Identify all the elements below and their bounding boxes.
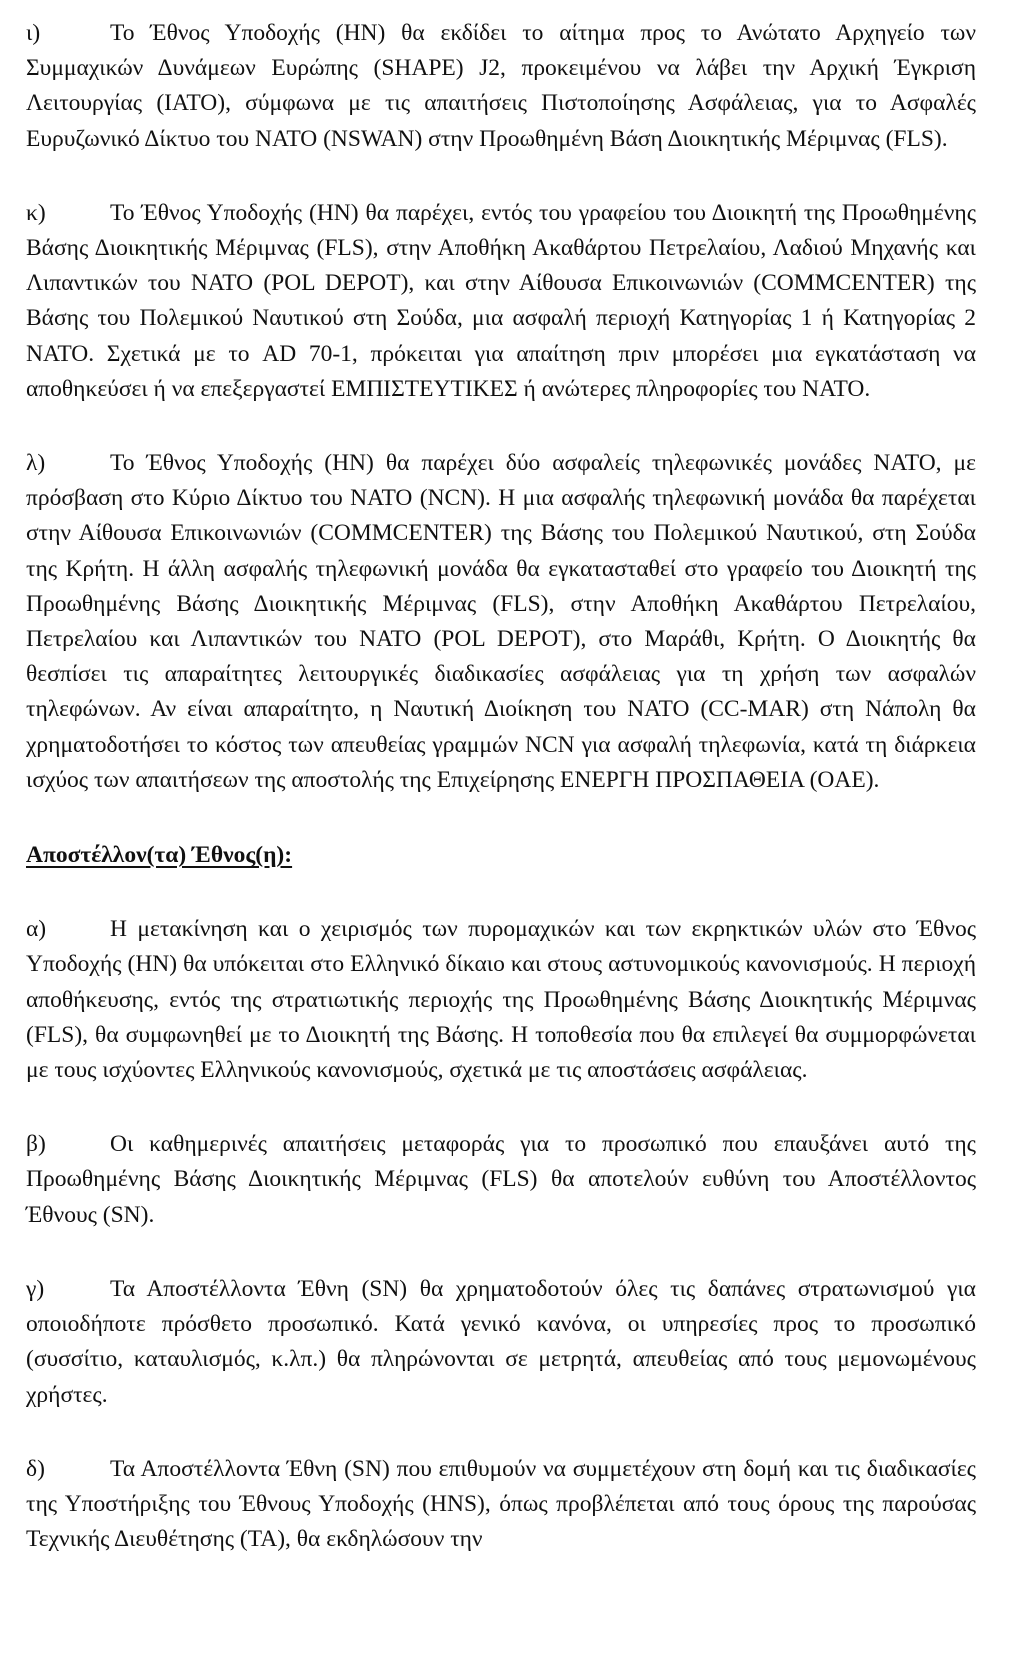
paragraph-text: Η μετακίνηση και ο χειρισμός των πυρομαχικών και των εκρηκτικών υλών στο Έθνος Υποδοχής (HN) θα υπόκειται στο Ελληνικό δίκαιο και στους αστυνομικούς κανονισμούς. Η περιοχή αποθήκευσης, εντός της στρατιωτικής περιοχής της Προωθημένης Βάσης Διοικητικής Μέριμνας (FLS), θα συμφωνηθεί με το Διοικητή της Βάσης. Η τοποθεσία που θα επιλεγεί θα συμμορφώνεται με τους ισχύοντες Ελληνικούς κανονισμούς, σχετικά με τις αποστάσεις ασφάλειας. — [26, 916, 976, 1084]
paragraph-alpha — [26, 912, 976, 1088]
paragraph-text: Τα Αποστέλλοντα Έθνη (SN) που επιθυμούν να συμμετέχουν στη δομή και τις διαδικασίες της Υποστήριξης του Έθνους Υποδοχής (HNS), όπως προβλέπεται από τους όρους της παρούσας Τεχνικής Διευθέτησης (TA), θα εκδηλώσουν την — [26, 1455, 976, 1553]
paragraph-text: Τα Αποστέλλοντα Έθνη (SN) θα χρηματοδοτούν όλες τις δαπάνες στρατωνισμού για οποιοδήποτε πρόσθετο προσωπικό. Κατά γενικό κανόνα, οι υπηρεσίες προς το προσωπικό (συσσίτιο, καταυλισμός, κ.λπ.) θα πληρώνονται σε μετρητά, απευθείας από τους μεμονωμένους χρήστες. — [26, 1275, 976, 1408]
paragraph-text: Το Έθνος Υποδοχής (HN) θα παρέχει, εντός του γραφείου του Διοικητή της Προωθημένης Βάσης Διοικητικής Μέριμνας (FLS), στην Αποθήκη Ακαθάρτου Πετρελαίου, Λαδιού Μηχανής και Λιπαντικών του NATO (POL DEPOT), και στην Αίθουσα Επικοινωνιών (COMMCENTER) της Βάσης του Πολεμικού Ναυτικού στη Σούδα, μια ασφαλή περιοχή Κατηγορίας 1 ή Κατηγορίας 2 NATO. Σχετικά με το AD 70-1, πρόκειται για απαίτηση πριν μπορέσει μια εγκατάσταση να αποθηκεύσει ή να επεξεργαστεί ΕΜΠΙΣΤΕΥΤΙΚΕΣ ή ανώτερες πληροφορίες του NATO. — [26, 199, 976, 402]
paragraph-lambda — [26, 446, 976, 798]
paragraph-delta — [26, 1452, 976, 1558]
paragraph-iota — [26, 16, 976, 157]
paragraph-text: Το Έθνος Υποδοχής (HN) θα παρέχει δύο ασφαλείς τηλεφωνικές μονάδες NATO, με πρόσβαση στο Κύριο Δίκτυο του NATO (NCN). Η μια ασφαλής τηλεφωνική μονάδα θα παρέχεται στην Αίθουσα Επικοινωνιών (COMMCENTER) της Βάσης του Πολεμικού Ναυτικού, στη Σούδα της Κρήτη. Η άλλη ασφαλής τηλεφωνική μονάδα θα εγκατασταθεί στο γραφείο του Διοικητή της Προωθημένης Βάσης Διοικητικής Μέριμνας (FLS), στην Αποθήκη Ακαθάρτου Πετρελαίου, Πετρελαίου και Λιπαντικών του NATO (POL DEPOT), στο Μαράθι, Κρήτη. Ο Διοικητής θα θεσπίσει τις απαραίτητες λειτουργικές διαδικασίες ασφάλειας για τη χρήση των ασφαλών τηλεφώνων. Αν είναι απαραίτητο, η Ναυτική Διοίκηση του NATO (CC-MAR) στη Νάπολη θα χρηματοδοτήσει το κόστος των απευθείας γραμμών NCN για ασφαλή τηλεφωνία, κατά τη διάρκεια ισχύος των απαιτήσεων της αποστολής της Επιχείρησης ΕΝΕΡΓΗ ΠΡΟΣΠΑΘΕΙΑ (OAE). — [26, 450, 976, 793]
paragraph-text: Οι καθημερινές απαιτήσεις μεταφοράς για το προσωπικό που επαυξάνει αυτό της Προωθημένης Βάσης Διοικητικής Μέριμνας (FLS) θα αποτελούν ευθύνη του Αποστέλλοντος Έθνους (SN). — [26, 1131, 976, 1228]
paragraph-label: δ) — [26, 1455, 45, 1482]
paragraph-label: κ) — [26, 199, 46, 226]
section-heading: Αποστέλλον(τα) Έθνος(η): — [26, 842, 293, 869]
paragraph-label: λ) — [26, 450, 46, 477]
paragraph-label: β) — [26, 1131, 46, 1158]
paragraph-label: α) — [26, 916, 47, 943]
paragraph-gamma — [26, 1272, 976, 1413]
paragraph-beta — [26, 1127, 976, 1233]
paragraph-kappa — [26, 196, 976, 407]
paragraph-label: γ) — [26, 1275, 45, 1302]
paragraph-text: Το Έθνος Υποδοχής (HN) θα εκδίδει το αίτημα προς το Ανώτατο Αρχηγείο των Συμμαχικών Δυνάμεων Ευρώπης (SHAPE) J2, προκειμένου να λάβει την Αρχική Έγκριση Λειτουργίας (IATO), σύμφωνα με τις απαιτήσεις Πιστοποίησης Ασφάλειας, για το Ασφαλές Ευρυζωνικό Δίκτυο του NATO (NSWAN) στην Προωθημένη Βάση Διοικητικής Μέριμνας (FLS). — [26, 20, 976, 152]
paragraph-label: ι) — [26, 20, 41, 46]
